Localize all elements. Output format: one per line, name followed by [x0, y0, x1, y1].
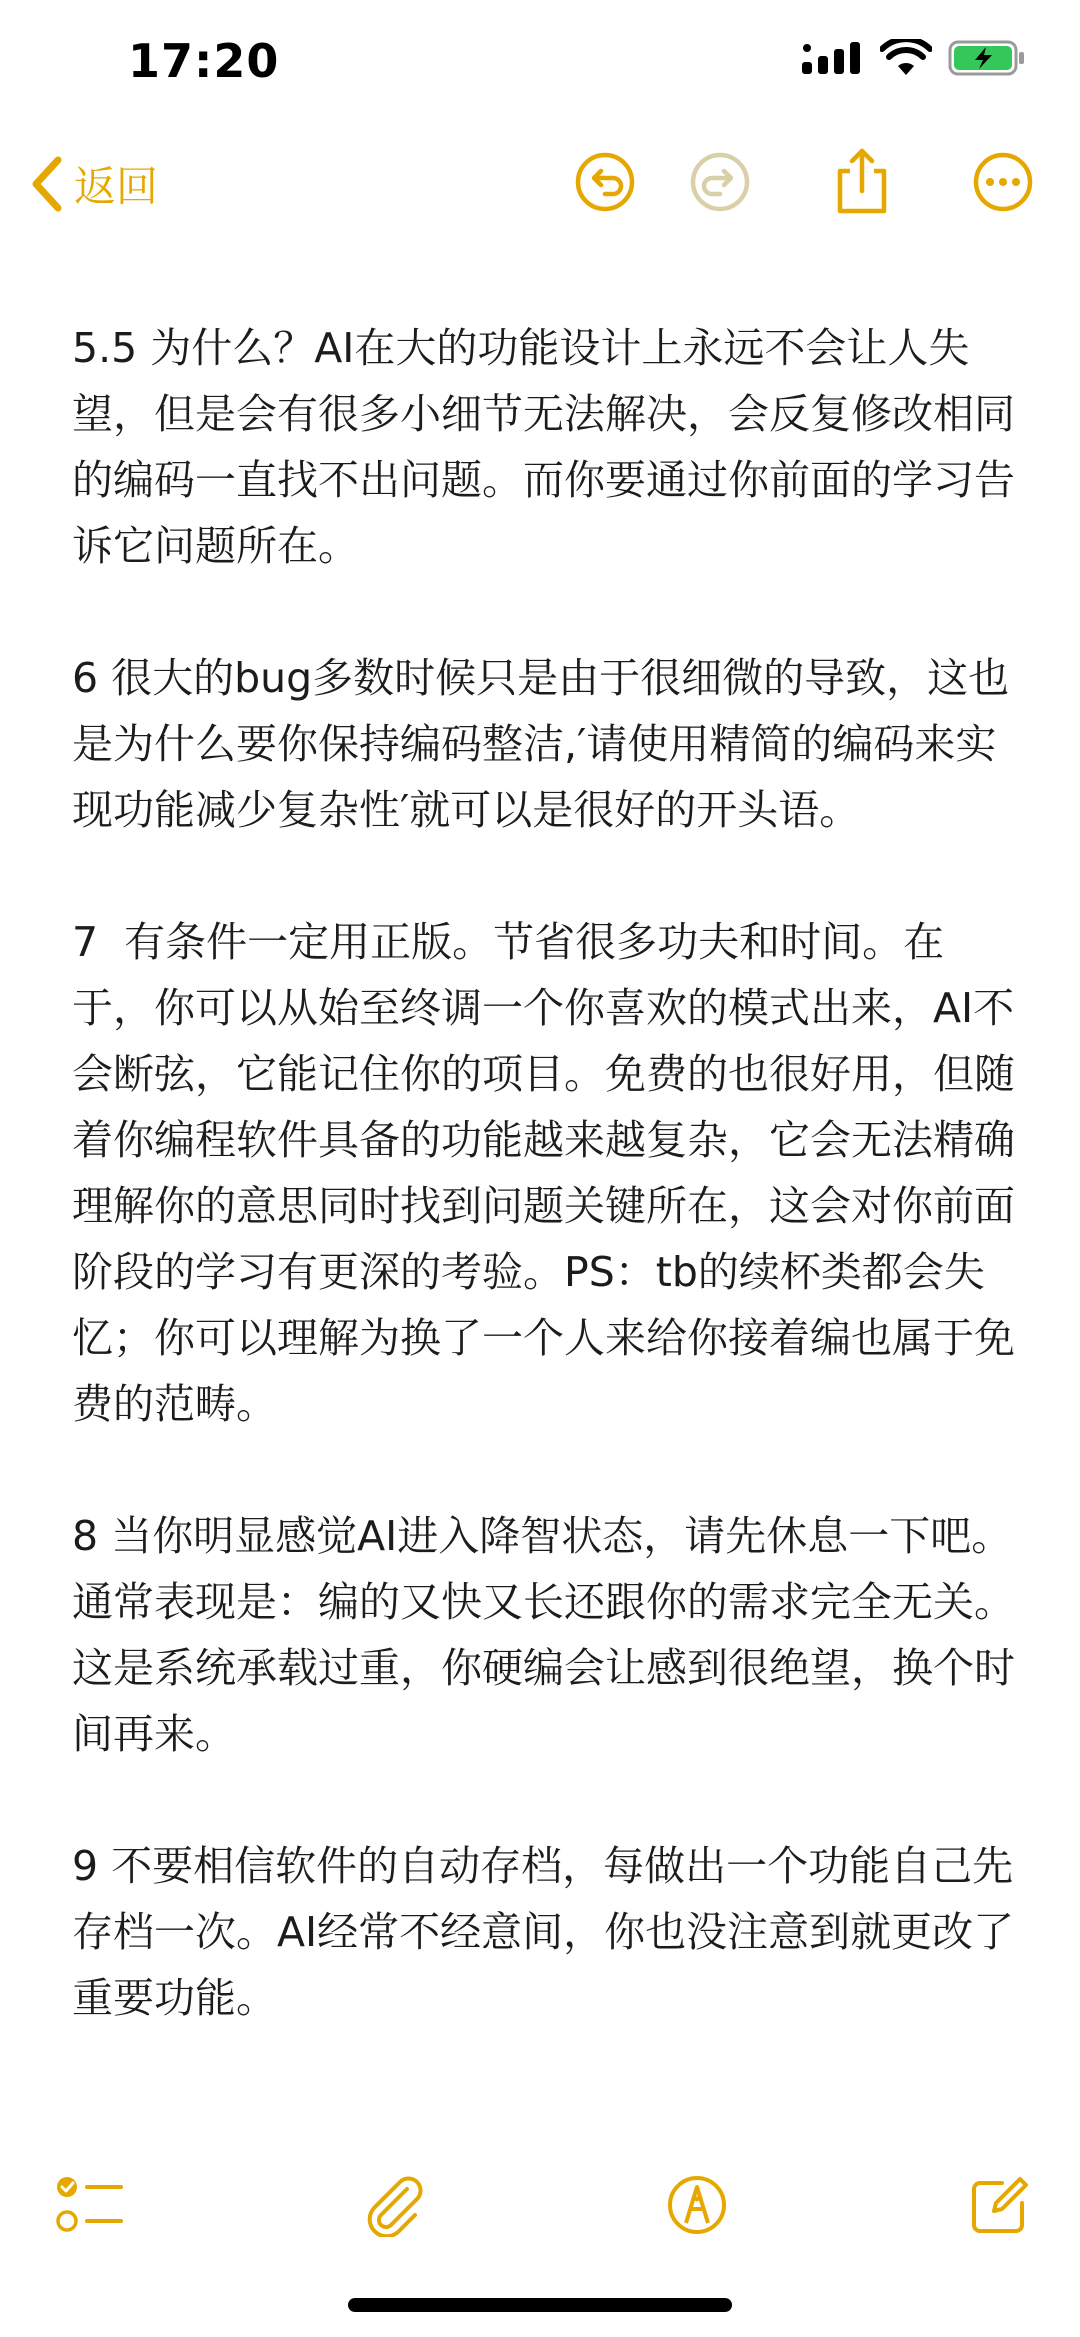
checklist-button[interactable]	[45, 2160, 135, 2250]
undo-button[interactable]	[565, 142, 645, 222]
battery-charging-icon	[948, 38, 1028, 78]
status-icons	[802, 38, 1028, 78]
note-paragraph-9: 9 不要相信软件的自动存档，每做出一个功能自己先存档一次。AI经常不经意间，你也没注意到就更改了重要功能。	[72, 1842, 1015, 2022]
wifi-icon	[880, 39, 932, 77]
share-button[interactable]	[822, 142, 902, 222]
note-paragraph-6: 6 很大的bug多数时候只是由于很细微的导致，这也是为什么要你保持编码整洁,′请使用精简的编码来实现功能减少复杂性′就可以是很好的开头语。	[72, 654, 1010, 834]
markup-button[interactable]	[652, 2160, 742, 2250]
more-icon	[971, 150, 1035, 214]
note-paragraph-7: 7 有条件一定用正版。节省很多功夫和时间。在于，你可以从始至终调一个你喜欢的模式出来，AI不会断弦，它能记住你的项目。免费的也很好用，但随着你编程软件具备的功能越来越复杂，它会无法精确理解你的意思同时找到问题关键所在，这会对你前面阶段的学习有更深的考验。PS：tb的续杯类都会失忆；你可以理解为换了一个人来给你接着编也属于免费的范畴。	[72, 918, 1015, 1428]
status-bar	[0, 0, 1080, 130]
back-label: 返回	[74, 162, 159, 211]
back-button[interactable]	[28, 144, 158, 224]
redo-icon	[688, 150, 752, 214]
status-time: 17:20	[128, 34, 280, 88]
nav-bar	[0, 130, 1080, 240]
attachment-icon	[363, 2173, 427, 2237]
share-icon	[830, 147, 894, 217]
more-button[interactable]	[963, 142, 1043, 222]
home-indicator	[348, 2298, 732, 2312]
note-body[interactable]	[72, 315, 1022, 2097]
note-paragraph-8: 8 当你明显感觉AI进入降智状态，请先休息一下吧。通常表现是：编的又快又长还跟你的需求完全无关。这是系统承载过重，你硬编会让感到很绝望，换个时间再来。	[72, 1512, 1015, 1758]
attachment-button[interactable]	[350, 2160, 440, 2250]
compose-icon	[968, 2173, 1032, 2237]
cellular-signal-icon	[802, 40, 864, 76]
undo-icon	[573, 150, 637, 214]
note-paragraph-5-5: 5.5 为什么？AI在大的功能设计上永远不会让人失望，但是会有很多小细节无法解决，会反复修改相同的编码一直找不出问题。而你要通过你前面的学习告诉它问题所在。	[72, 324, 1015, 570]
compose-button[interactable]	[955, 2160, 1045, 2250]
markup-pen-icon	[665, 2173, 729, 2237]
redo-button[interactable]	[680, 142, 760, 222]
bottom-toolbar	[0, 2150, 1080, 2250]
checklist-icon	[55, 2173, 125, 2237]
chevron-left-icon	[28, 156, 64, 212]
